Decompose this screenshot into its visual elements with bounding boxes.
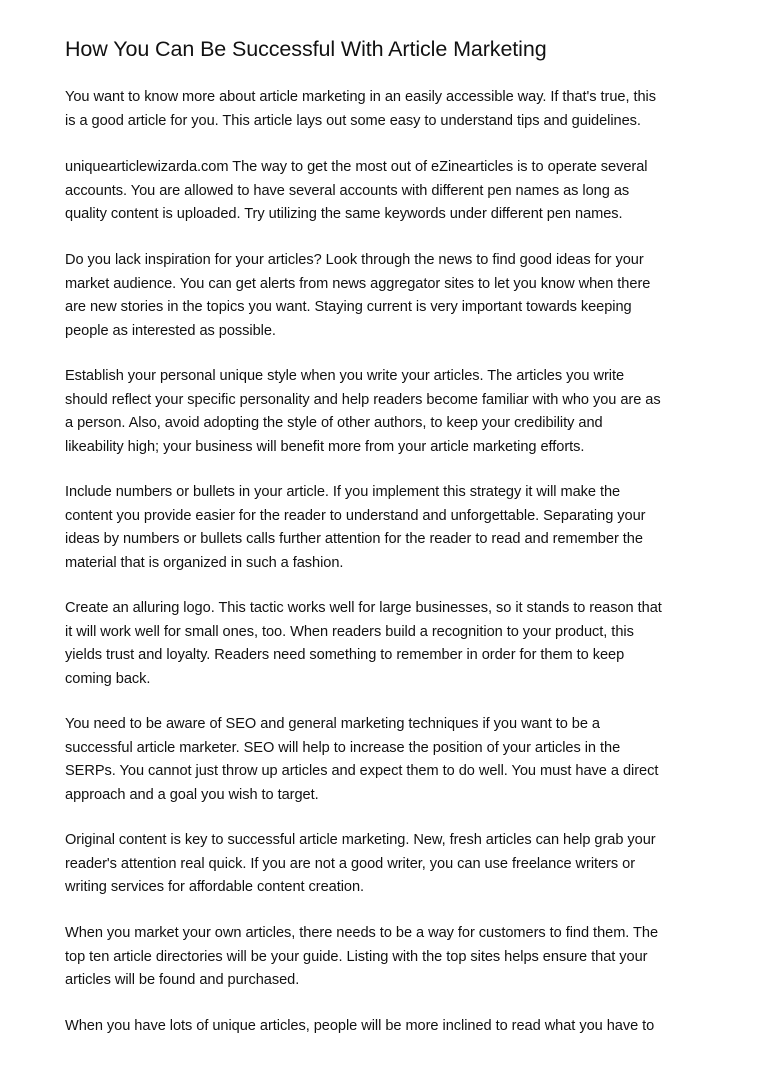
paragraph-line: is a good article for you. This article lays out some easy to understand tips and guidelines. [65, 112, 641, 129]
paragraph-line: accounts. You are allowed to have several accounts with different pen names as long as [65, 182, 630, 199]
paragraph-line: Establish your personal unique style when you write your articles. The articles you write [65, 368, 625, 384]
paragraph-line: material that is organized in such a fashion. [65, 554, 344, 571]
paragraph-line: are new stories in the topics you want. Staying current is very important towards keeping [65, 299, 632, 315]
paragraph-directories [65, 922, 658, 993]
paragraph-line: Create an alluring logo. This tactic works well for large businesses, so it stands to reason that [65, 600, 662, 616]
paragraph-line: content you provide easier for the reader to understand and unforgettable. Separating your [65, 507, 646, 524]
paragraph-line: approach and a goal you wish to target. [65, 786, 319, 803]
paragraph-line: uniquearticlewizarda.com The way to get the most out of eZinearticles is to operate several [65, 159, 648, 175]
paragraph-line: SERPs. You cannot just throw up articles and expect them to do well. You must have a direct [65, 763, 659, 779]
paragraph-original-content [65, 829, 656, 900]
paragraph-unique-articles [65, 1015, 654, 1039]
paragraph-numbers-bullets [65, 481, 645, 575]
paragraph-personal-style [65, 365, 661, 459]
paragraph-line: people as interested as possible. [65, 322, 276, 339]
paragraph-line: You need to be aware of SEO and general marketing techniques if you want to be a [65, 716, 600, 732]
paragraph-line: likeability high; your business will benefit more from your article marketing efforts. [65, 438, 585, 455]
paragraph-line: successful article marketer. SEO will help to increase the position of your articles in the [65, 739, 621, 756]
paragraph-logo [65, 597, 662, 691]
paragraph-line: You want to know more about article marketing in an easily accessible way. If that's true, this [65, 89, 657, 105]
paragraph-intro [65, 86, 656, 133]
paragraph-line: Original content is key to successful article marketing. New, fresh articles can help grab your [65, 832, 656, 848]
paragraph-line: coming back. [65, 670, 151, 687]
paragraph-line: Do you lack inspiration for your articles? Look through the news to find good ideas for your [65, 252, 644, 268]
paragraph-line: quality content is uploaded. Try utilizing the same keywords under different pen names. [65, 206, 623, 222]
paragraph-multiple-accounts [65, 156, 647, 227]
paragraph-line: should reflect your specific personality and help readers become familiar with who you are as [65, 391, 661, 408]
paragraph-line: yields trust and loyalty. Readers need something to remember in order for them to keep [65, 647, 625, 663]
paragraph-line: writing services for affordable content creation. [65, 879, 365, 895]
paragraph-line: ideas by numbers or bullets calls further attention for the reader to read and remember the [65, 531, 643, 547]
paragraph-inspiration [65, 249, 650, 343]
paragraph-line: it will work well for small ones, too. When readers build a recognition to your product, this [65, 623, 634, 640]
paragraph-line: market audience. You can get alerts from news aggregator sites to let you know when there [65, 275, 651, 292]
paragraph-line: a person. Also, avoid adopting the style of other authors, to keep your credibility and [65, 415, 603, 431]
paragraph-seo [65, 713, 658, 807]
paragraph-line: Include numbers or bullets in your article. If you implement this strategy it will make the [65, 484, 621, 500]
paragraph-line: top ten article directories will be your guide. Listing with the top sites helps ensure that your [65, 948, 648, 965]
paragraph-line: reader's attention real quick. If you are not a good writer, you can use freelance writers or [65, 855, 636, 872]
page-title: How You Can Be Successful With Article Marketing [65, 37, 547, 61]
paragraph-line: When you market your own articles, there needs to be a way for customers to find them. The [65, 925, 659, 941]
paragraph-line: articles will be found and purchased. [65, 972, 300, 988]
paragraph-line: When you have lots of unique articles, people will be more inclined to read what you have to [65, 1018, 655, 1034]
